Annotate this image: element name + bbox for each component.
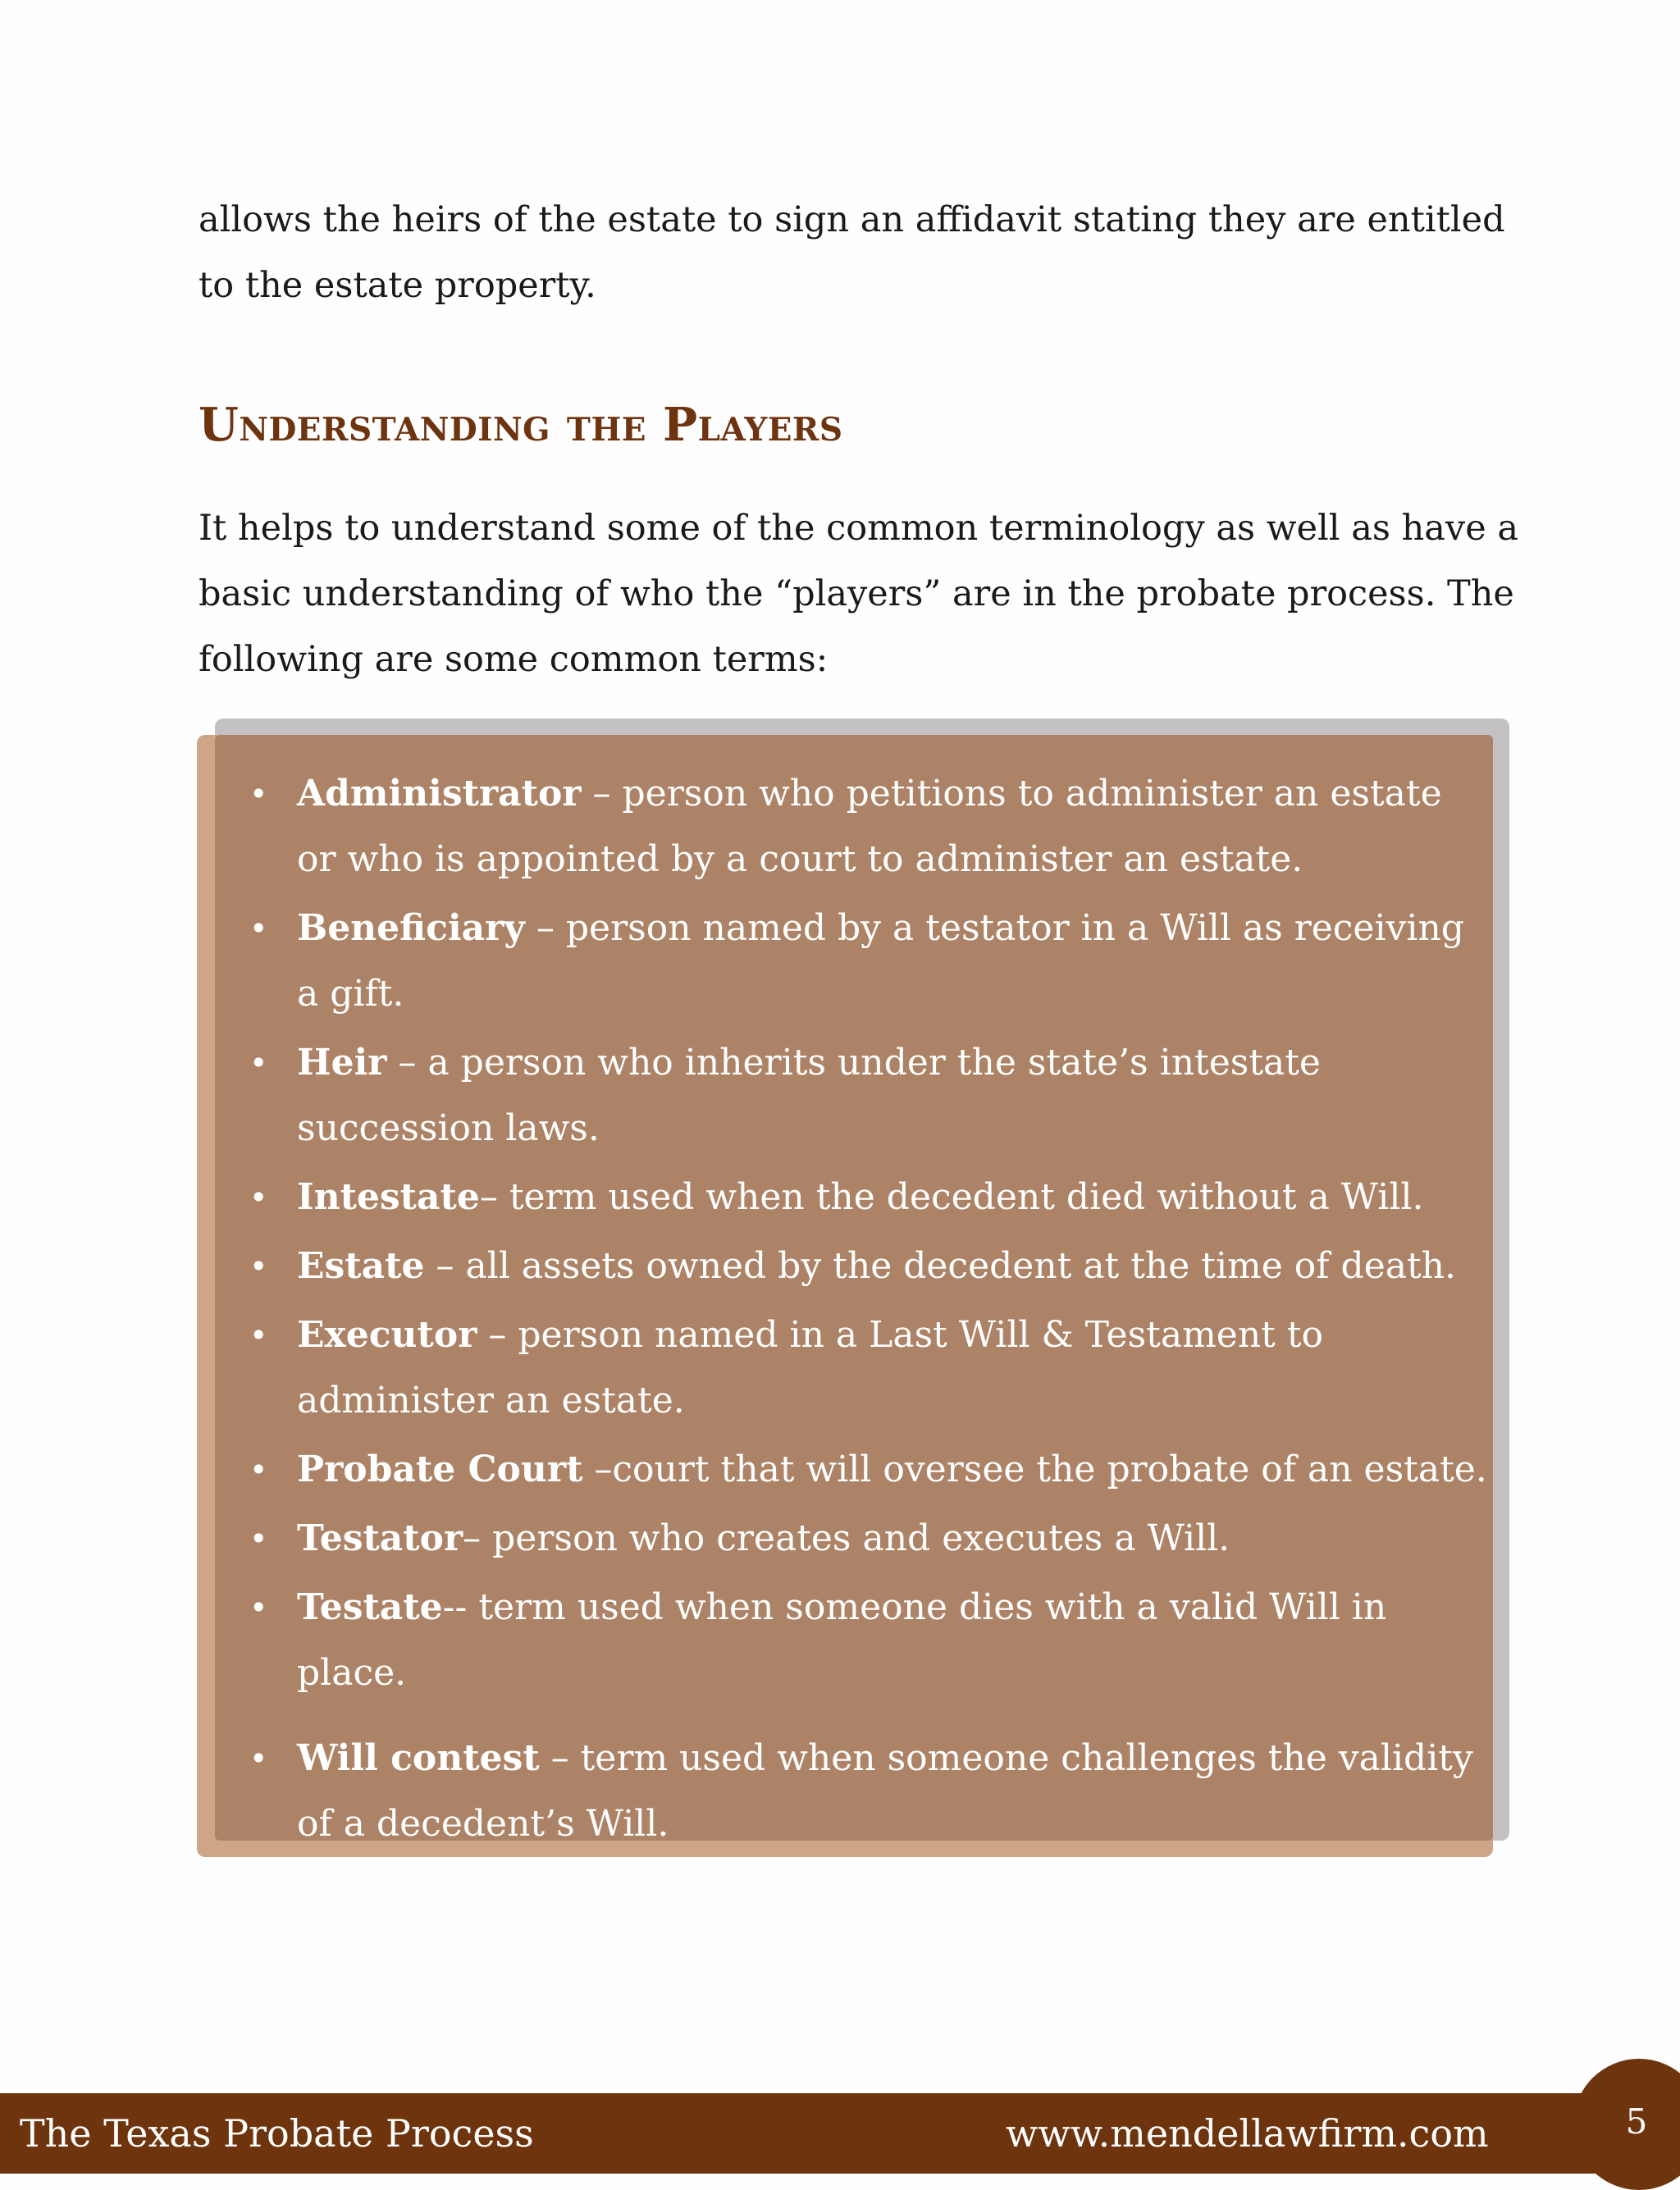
term-item-executor [243,1303,1490,1434]
term-item-administrator [243,761,1490,892]
term-name: Probate Court [297,1449,583,1490]
term-item-probate-court [243,1437,1490,1503]
terms-list [243,761,1490,1860]
term-name: Administrator [297,773,582,814]
term-definition: – all assets owned by the decedent at the time of death. [424,1245,1456,1287]
bullet-icon: • [249,1590,268,1626]
bullet-icon: • [249,1317,268,1353]
term-name: Testate [297,1586,443,1628]
term-definition: – term used when the decedent died without a Will. [479,1176,1424,1218]
term-name: Intestate [297,1176,480,1218]
term-definition: –court that will oversee the probate of an estate. [582,1449,1487,1490]
bullet-icon: • [249,910,268,947]
bullet-icon: • [249,1452,268,1488]
term-name: Will contest [297,1737,540,1779]
term-definition: – a person who inherits under the state’s intestate succession laws. [297,1042,1321,1149]
section-paragraph: It helps to understand some of the common terminology as well as have a basic understanding of who the “players” are in the probate process. The following are some common terms: [199,508,1518,680]
term-item-beneficiary [243,896,1490,1027]
term-definition: -- term used when someone dies with a valid Will in place. [297,1586,1387,1694]
term-name: Beneficiary [297,907,525,949]
bullet-icon: • [249,1179,268,1216]
term-item-heir [243,1030,1490,1161]
bullet-icon: • [249,1045,268,1081]
section-heading: Understanding the Players [199,398,843,452]
term-definition: – person named by a testator in a Will as receiving a gift. [297,907,1464,1015]
bullet-icon: • [249,1248,268,1284]
term-item-intestate [243,1165,1490,1230]
intro-paragraph: allows the heirs of the estate to sign an affidavit stating they are entitled to the estate property. [199,199,1505,306]
page-number: 5 [1625,2101,1648,2142]
footer-title: The Texas Probate Process [20,2111,534,2156]
term-item-estate [243,1234,1490,1299]
term-definition: – person named in a Last Will & Testament to administer an estate. [297,1314,1324,1421]
term-name: Testator [297,1517,463,1559]
term-item-testate [243,1575,1490,1706]
term-definition: – term used when someone challenges the validity of a decedent’s Will. [297,1737,1473,1845]
bullet-icon: • [249,1521,268,1557]
footer-url: www.mendellawfirm.com [1006,2111,1489,2156]
term-definition: – person who petitions to administer an estate or who is appointed by a court to administer an estate. [297,773,1442,880]
term-name: Heir [297,1042,387,1084]
term-name: Estate [297,1245,425,1287]
term-item-testator [243,1506,1490,1572]
bullet-icon: • [249,1741,268,1777]
bullet-icon: • [249,776,268,812]
term-name: Executor [297,1314,477,1356]
term-definition: – person who creates and executes a Will. [463,1517,1230,1559]
term-item-will-contest [243,1726,1490,1857]
